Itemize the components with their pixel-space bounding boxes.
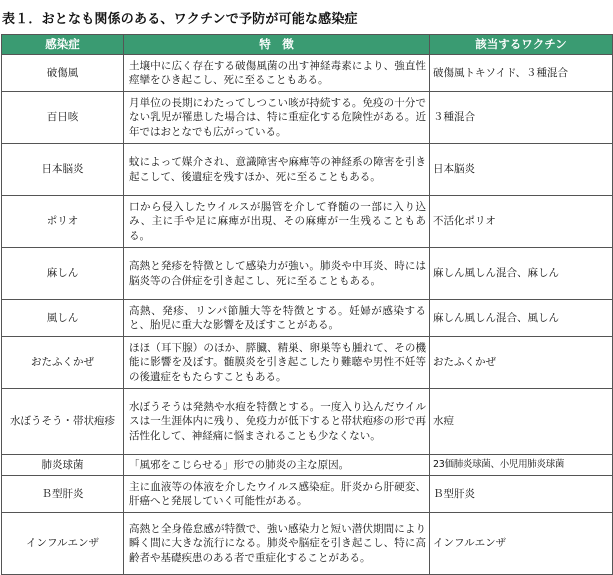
table-header-row [2, 35, 613, 55]
disease-cell: 麻しん [2, 248, 124, 300]
disease-cell: 日本脳炎 [2, 144, 124, 196]
feature-cell: 「風邪をこじらせる」形での肺炎の主な原因。 [124, 455, 430, 476]
header-vaccine: 該当するワクチン [430, 35, 613, 55]
table-row [2, 55, 613, 92]
disease-cell: インフルエンザ [2, 513, 124, 575]
vaccine-cell: 水痘 [430, 389, 613, 455]
vaccine-cell: Ｂ型肝炎 [430, 476, 613, 513]
table-row [2, 513, 613, 575]
table-row [2, 92, 613, 144]
feature-cell: 高熱と全身倦怠感が特徴で、強い感染力と短い潜伏期間により瞬く間に大きな流行になる。肺炎や脳症を引き起こし、特に高齢者や基礎疾患のある者で重症化することがある。 [124, 513, 430, 575]
vaccine-cell: 麻しん風しん混合、麻しん [430, 248, 613, 300]
table-row [2, 144, 613, 196]
feature-cell: 蚊によって媒介され、意識障害や麻痺等の神経系の障害を引き起こして、後遺症を残すほか、死に至ることもある。 [124, 144, 430, 196]
header-feature: 特 徴 [124, 35, 430, 55]
disease-cell: ポリオ [2, 196, 124, 248]
disease-cell: Ｂ型肝炎 [2, 476, 124, 513]
table-caption: 表１．おとなも関係のある、ワクチンで予防が可能な感染症 [2, 12, 358, 27]
feature-cell: 土壌中に広く存在する破傷風菌の出す神経毒素により、強直性痙攣をひき起こし、死に至ることもある。 [124, 55, 430, 92]
disease-cell: 百日咳 [2, 92, 124, 144]
table-row [2, 337, 613, 389]
vaccine-cell: インフルエンザ [430, 513, 613, 575]
table-row [2, 248, 613, 300]
header-disease: 感染症 [2, 35, 124, 55]
disease-cell: 肺炎球菌 [2, 455, 124, 476]
disease-cell: 水ぼうそう・帯状疱疹 [2, 389, 124, 455]
vaccine-cell: 不活化ポリオ [430, 196, 613, 248]
vaccine-cell: おたふくかぜ [430, 337, 613, 389]
table-row [2, 196, 613, 248]
table-row [2, 300, 613, 337]
feature-cell: 高熱、発疹、リンパ節腫大等を特徴とする。妊婦が感染すると、胎児に重大な影響を及ぼすことがある。 [124, 300, 430, 337]
feature-cell: ほほ（耳下腺）のほか、膵臓、精巣、卵巣等も腫れて、その機能に影響を及ぼす。髄膜炎を引き起こしたり難聴や男性不妊等の後遺症をもたらすこともある。 [124, 337, 430, 389]
disease-cell: 破傷風 [2, 55, 124, 92]
vaccine-disease-table [1, 34, 613, 575]
disease-cell: 風しん [2, 300, 124, 337]
feature-cell: 主に血液等の体液を介したウイルス感染症。肝炎から肝硬変、肝癌へと発展していく可能性がある。 [124, 476, 430, 513]
feature-cell: 口から侵入したウイルスが腸管を介して脊髄の一部に入り込み、主に手や足に麻痺が出現、その麻痺が一生残ることもある。 [124, 196, 430, 248]
vaccine-cell: ３種混合 [430, 92, 613, 144]
feature-cell: 高熱と発疹を特徴として感染力が強い。肺炎や中耳炎、時には脳炎等の合併症を引き起こし、死に至ることもある。 [124, 248, 430, 300]
vaccine-cell: 日本脳炎 [430, 144, 613, 196]
feature-cell: 水ぼうそうは発熱や水疱を特徴とする。一度入り込んだウイルスは一生涯体内に残り、免疫力が低下すると帯状疱疹の形で再活性化して、神経痛に悩まされることも少なくない。 [124, 389, 430, 455]
vaccine-cell: 破傷風トキソイド、３種混合 [430, 55, 613, 92]
feature-cell: 月単位の長期にわたってしつこい咳が持続する。免疫の十分でない乳児が罹患した場合は、特に重症化する危険性がある。近年ではおとなでも広がっている。 [124, 92, 430, 144]
vaccine-cell: 23価肺炎球菌、小児用肺炎球菌 [430, 455, 613, 476]
table-row [2, 389, 613, 455]
vaccine-cell: 麻しん風しん混合、風しん [430, 300, 613, 337]
disease-cell: おたふくかぜ [2, 337, 124, 389]
table-row [2, 455, 613, 476]
table-row [2, 476, 613, 513]
